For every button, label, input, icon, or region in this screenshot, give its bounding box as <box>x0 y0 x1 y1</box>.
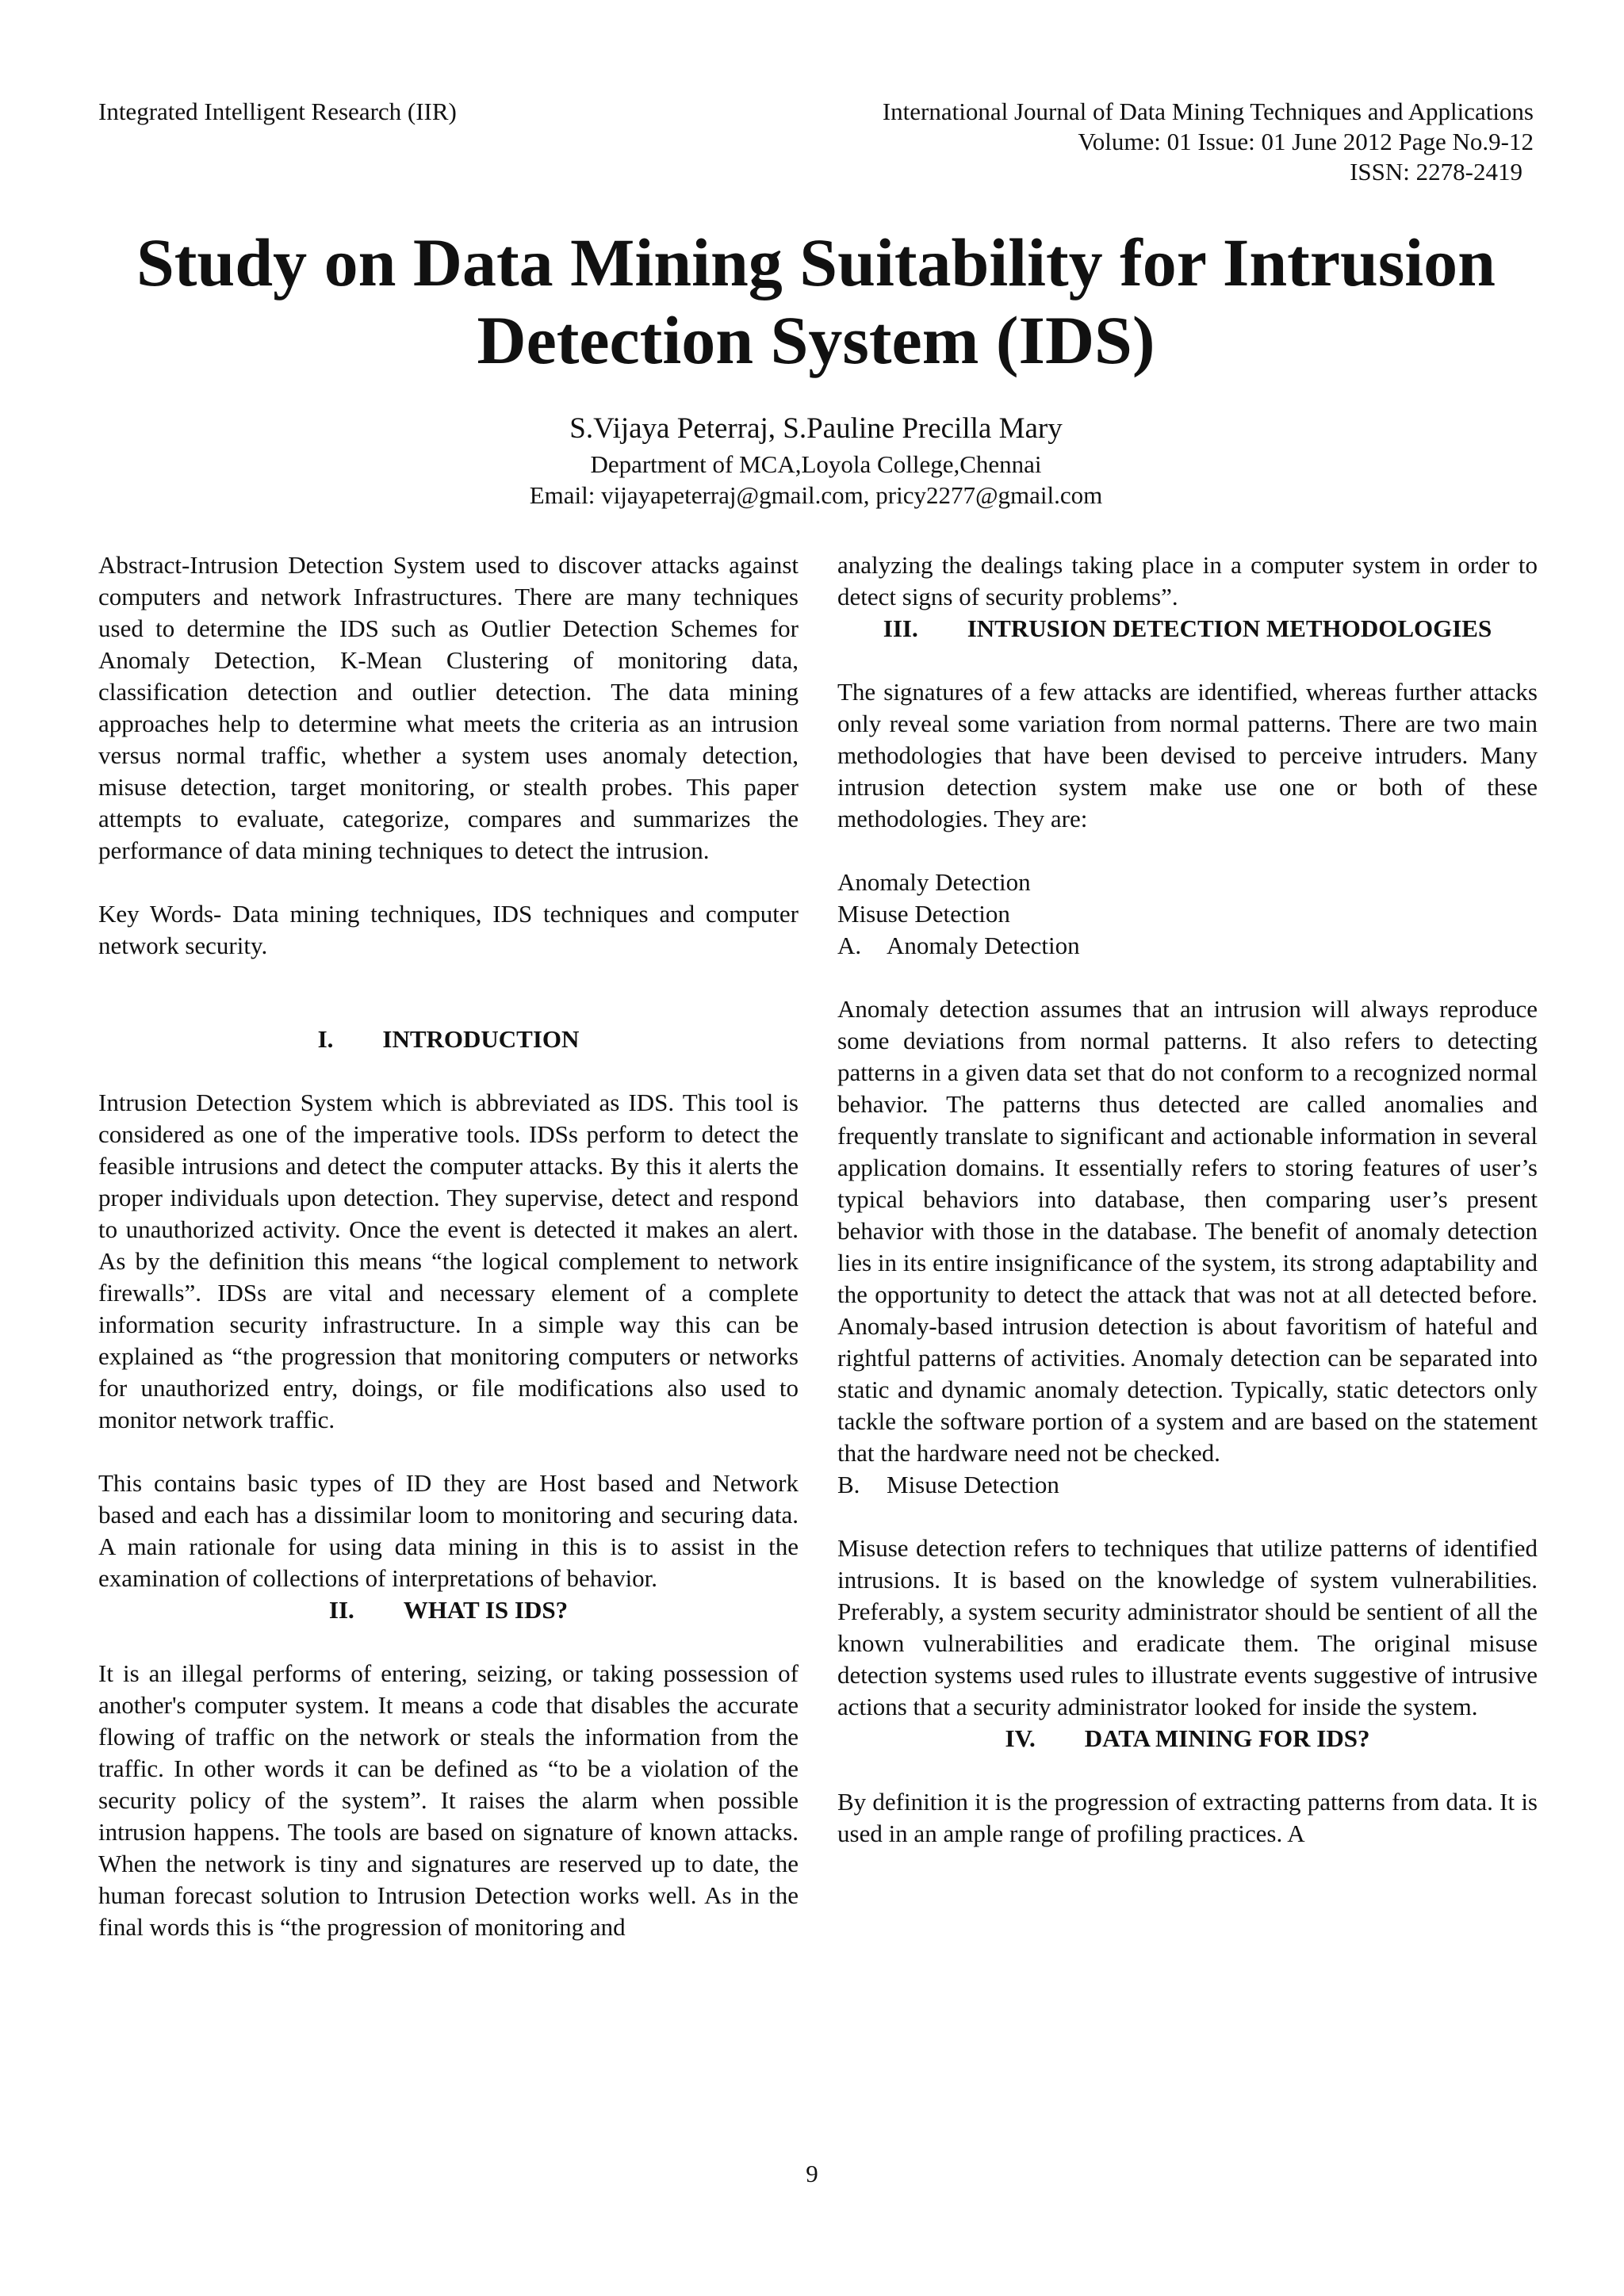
journal-volume: Volume: 01 Issue: 01 June 2012 Page No.9-12 <box>1078 128 1534 155</box>
abstract: Abstract-Intrusion Detection System used to discover attacks against computers and network Infrastructures. There are many techniques used to determine the IDS such as Outlier Detection Schemes for Anomaly Detection, K-Mean Clustering of monitoring data, classification detection and outlier detection. The data mining approaches help to determine what meets the criteria as an intrusion versus normal traffic, whether a system uses anomaly detection, misuse detection, target monitoring, or stealth probes. This paper attempts to evaluate, categorize, compares and summarizes the performance of data mining techniques to detect the intrusion. <box>98 551 799 864</box>
intro-paragraph-2: This contains basic types of ID they are Host based and Network based and each has a dissimilar loom to monitoring and securing data. A main rationale for using data mining in this is to assist in the examination of collections of interpretations of behavior. <box>98 1469 799 1592</box>
header-right <box>883 97 1534 187</box>
authors: S.Vijaya Peterraj, S.Pauline Precilla Mary <box>569 412 1063 445</box>
intro-paragraph-1: Intrusion Detection System which is abbreviated as IDS. This tool is considered as one of the imperative tools. IDSs perform to detect the feasible intrusions and detect the computer attacks. By this it alerts the proper individuals upon detection. They supervise, detect and respond to unauthorized activity. Once the event is detected it makes an alert. As by the definition this means “the logical complement to network firewalls”. IDSs are vital and necessary element of a complete information security infrastructure. In a simple way this can be explained as “the progression that monitoring computers or networks for unauthorized entry, doings, or file modifications also used to monitor network traffic. <box>98 1089 799 1433</box>
what-is-ids-paragraph-continued: analyzing the dealings taking place in a computer system in order to detect signs of security problems”. <box>837 551 1538 610</box>
left-column <box>98 549 799 1943</box>
section-heading-introduction <box>98 1024 799 1055</box>
list-item: Misuse Detection <box>837 900 1010 928</box>
subsection-heading-anomaly-detection <box>837 930 1538 962</box>
anomaly-detection-paragraph: Anomaly detection assumes that an intrusion will always reproduce some deviations from normal patterns. It also refers to detecting patterns in a given data set that do not conform to a recognized normal behavior. The patterns thus detected are called anomalies and frequently translate to significant and actionable information in several application domains. It essentially refers to storing features of user’s typical behaviors into database, then comparing user’s present behavior with those in the database. The benefit of anomaly detection lies in its entire insignificance of the system, its strong adaptability and the opportunity to detect the attack that was not at all detected before. Anomaly-based intrusion detection is about favoritism of hateful and rightful patterns of activities. Anomaly detection can be separated into static and dynamic anomaly detection. Typically, static detectors only tackle the software portion of a system and are based on the statement that the hardware need not be checked. <box>837 995 1538 1467</box>
keywords: Key Words- Data mining techniques, IDS techniques and computer network security. <box>98 900 799 959</box>
journal-name: International Journal of Data Mining Techniques and Applications <box>882 98 1534 125</box>
data-mining-paragraph: By definition it is the progression of extracting patterns from data. It is used in an ample range of profiling practices. A <box>837 1788 1538 1847</box>
section-title: INTRODUCTION <box>382 1025 580 1053</box>
section-title: WHAT IS IDS? <box>403 1596 569 1624</box>
subsection-number: A. <box>837 932 862 959</box>
subsection-title: Anomaly Detection <box>887 932 1080 959</box>
title-line-2: Detection System (IDS) <box>477 302 1155 378</box>
email: Email: vijayapeterraj@gmail.com, pricy2277@gmail.com <box>529 481 1103 509</box>
methodologies-list <box>837 867 1538 930</box>
section-heading-data-mining-for-ids <box>837 1723 1538 1755</box>
section-number: IV. <box>1005 1724 1036 1752</box>
subsection-title: Misuse Detection <box>887 1471 1059 1498</box>
subsection-heading-misuse-detection <box>837 1469 1538 1501</box>
misuse-detection-paragraph: Misuse detection refers to techniques that utilize patterns of identified intrusions. It is based on the knowledge of system vulnerabilities. Preferably, a system security administrator should be sentient of all the known vulnerabilities and eradicate them. The original misuse detection systems used rules to illustrate events suggestive of intrusive actions that a security administrator looked for inside the system. <box>837 1534 1538 1720</box>
section-number: III. <box>883 614 918 642</box>
subsection-number: B. <box>837 1471 860 1498</box>
section-title: INTRUSION DETECTION METHODOLOGIES <box>967 614 1492 642</box>
list-item: Anomaly Detection <box>837 868 1031 896</box>
page-number: 9 <box>806 2160 818 2187</box>
paper-title <box>98 224 1534 379</box>
journal-issn: ISSN: 2278-2419 <box>1350 158 1522 186</box>
section-heading-what-is-ids <box>98 1594 799 1626</box>
section-heading-methodologies <box>837 613 1538 645</box>
department: Department of MCA,Loyola College,Chennai <box>590 450 1042 478</box>
section-number: I. <box>317 1025 334 1053</box>
what-is-ids-paragraph: It is an illegal performs of entering, seizing, or taking possession of another's computer system. It means a code that disables the accurate flowing of traffic on the network or steals the information from the traffic. In other words it can be defined as “to be a violation of the security policy of the system”. It raises the alarm when possible intrusion happens. The tools are based on signature of known attacks. When the network is tiny and signatures are reserved up to date, the human forecast solution to Intrusion Detection works well. As in the final words this is “the progression of monitoring and <box>98 1659 799 1941</box>
methodologies-paragraph: The signatures of a few attacks are identified, whereas further attacks only reveal some variation from normal patterns. There are two main methodologies that have been devised to perceive intruders. Many intrusion detection system make use one or both of these methodologies. They are: <box>837 678 1538 832</box>
section-number: II. <box>328 1596 354 1624</box>
right-column <box>837 549 1538 1850</box>
header-left: Integrated Intelligent Research (IIR) <box>98 98 457 125</box>
section-title: DATA MINING FOR IDS? <box>1084 1724 1370 1752</box>
title-line-1: Study on Data Mining Suitability for Intrusion <box>136 224 1496 300</box>
